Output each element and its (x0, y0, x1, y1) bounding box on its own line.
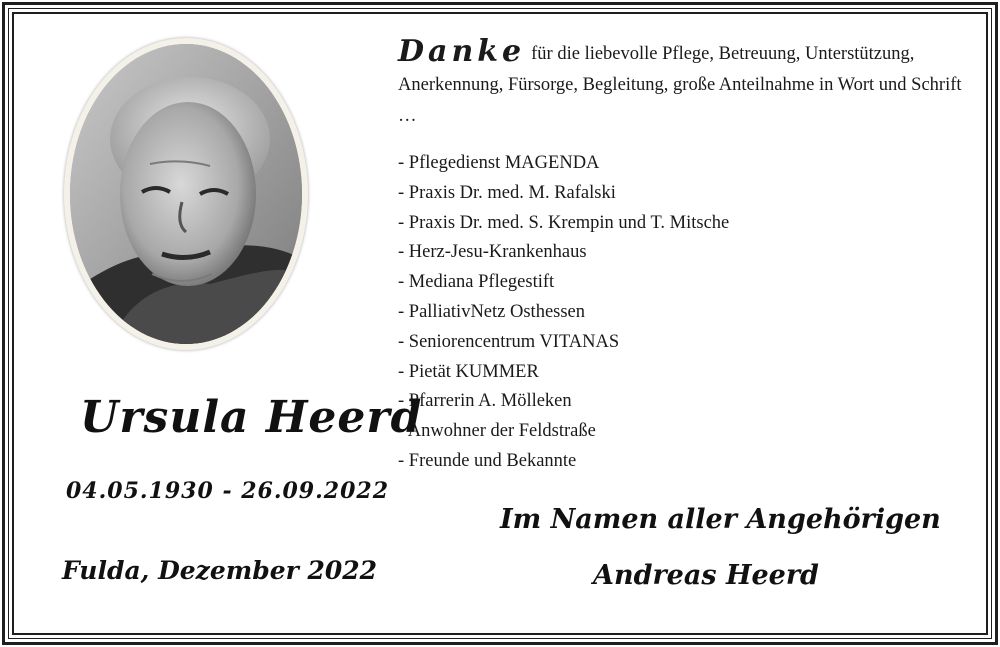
thanks-paragraph (398, 36, 978, 132)
list-item: - Praxis Dr. med. M. Rafalski (398, 182, 616, 203)
portrait-photo (70, 44, 302, 344)
list-item: - Anwohner der Feldstraße (398, 421, 596, 442)
recipient-list (398, 149, 729, 477)
list-item: - Pflegedienst MAGENDA (398, 153, 600, 173)
list-item: - PalliativNetz Osthessen (398, 301, 586, 322)
signature: Andreas Heerd (593, 560, 819, 591)
list-item: - Pfarrerin A. Mölleken (398, 391, 572, 412)
list-item: - Praxis Dr. med. S. Krempin und T. Mitsche (398, 212, 730, 233)
place-date: Fulda, Dezember 2022 (62, 556, 378, 585)
list-item: - Freunde und Bekannte (398, 450, 577, 471)
list-item: - Seniorencentrum VITANAS (398, 331, 620, 352)
thanks-heading: Danke (398, 34, 526, 69)
deceased-name: Ursula Heerd (80, 392, 423, 443)
list-item: - Mediana Pflegestift (398, 272, 555, 293)
portrait-frame (64, 38, 308, 350)
list-item: - Herz-Jesu-Krankenhaus (398, 242, 587, 263)
signoff-text: Im Namen aller Angehörigen (500, 504, 941, 535)
life-dates: 04.05.1930 - 26.09.2022 (66, 478, 390, 504)
list-item: - Pietät KUMMER (398, 361, 539, 382)
thanks-text: für die liebevolle Pflege, Betreuung, Unterstützung, Anerkennung, Fürsorge, Begleitung, große Anteilnahme in Wort und Schrift … (398, 44, 962, 126)
